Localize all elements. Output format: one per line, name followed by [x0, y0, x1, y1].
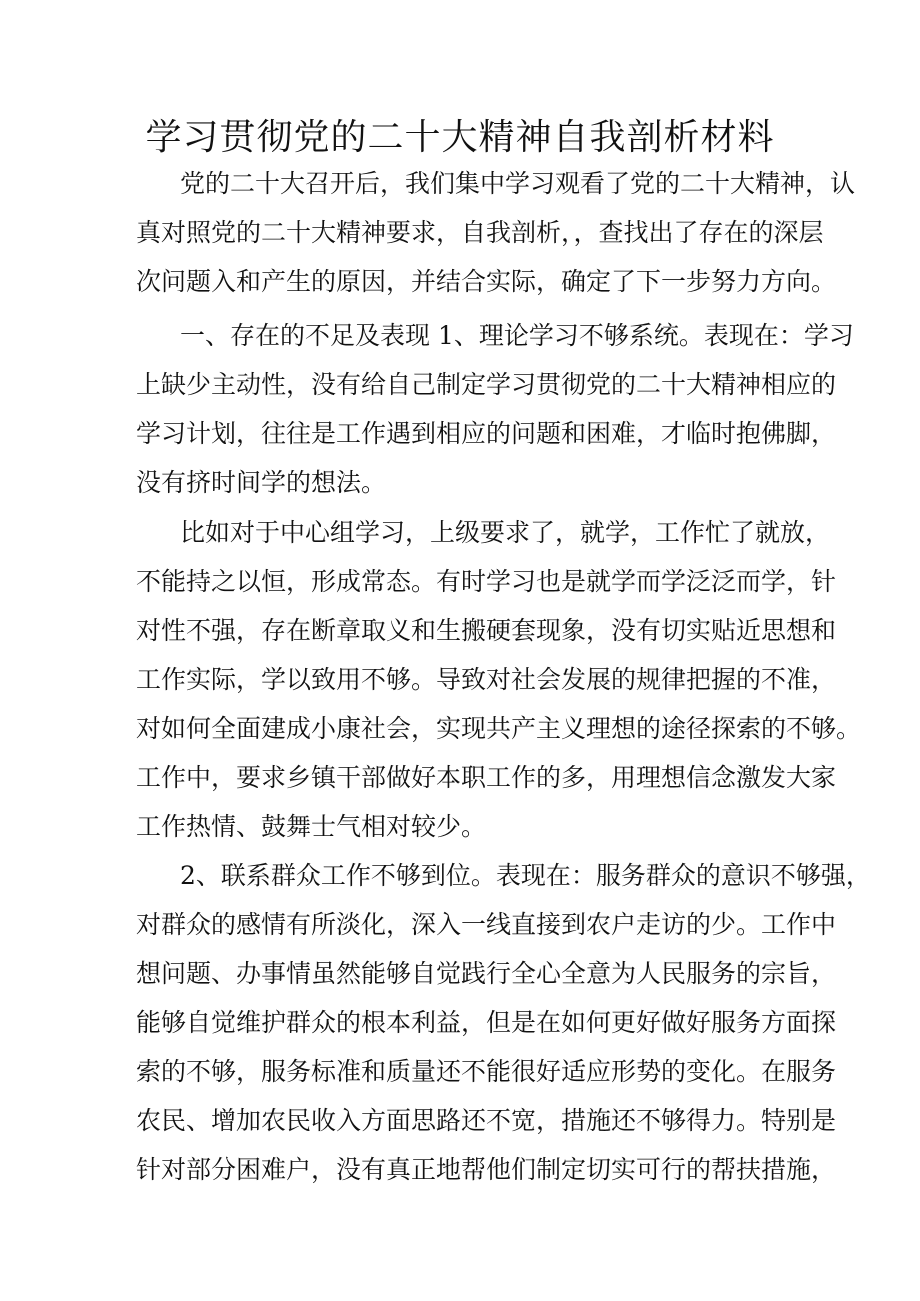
paragraph-line: 没有挤时间学的想法。 [136, 468, 387, 497]
paragraph-line: 对性不强，存在断章取义和生搬硬套现象，没有切实贴近思想和 [136, 616, 837, 645]
paragraph-line: 农民、增加农民收入方面思路还不宽，措施还不够得力。特别是 [136, 1106, 837, 1135]
document-title: 学习贯彻党的二十大精神自我剖析材料 [145, 117, 775, 158]
paragraph-line: 党的二十大召开后，我们集中学习观看了党的二十大精神，认 [180, 169, 856, 198]
paragraph-line: 索的不够，服务标准和质量还不能很好适应形势的变化。在服务 [136, 1057, 837, 1086]
paragraph-line: 比如对于中心组学习，上级要求了，就学，工作忙了就放， [180, 518, 831, 547]
paragraph-line: 工作实际，学以致用不够。导致对社会发展的规律把握的不准， [136, 665, 837, 694]
paragraph-line: 工作中，要求乡镇干部做好本职工作的多，用理想信念激发大家 [136, 763, 837, 792]
paragraph-line: 学习计划，往往是工作遇到相应的问题和困难，才临时抱佛脚， [136, 419, 837, 448]
paragraph-line: 对群众的感情有所淡化，深入一线直接到农户走访的少。工作中 [136, 910, 837, 939]
paragraph-line: 对如何全面建成小康社会，实现共产主义理想的途径探索的不够。 [136, 714, 862, 743]
paragraph-line: 能够自觉维护群众的根本利益，但是在如何更好做好服务方面探 [136, 1008, 837, 1037]
paragraph-line: 一、存在的不足及表现 1、理论学习不够系统。表现在：学习 [180, 321, 854, 350]
paragraph-line: 次问题入和产生的原因，并结合实际，确定了下一步努力方向。 [136, 267, 837, 296]
paragraph-line: 不能持之以恒，形成常态。有时学习也是就学而学泛泛而学，针 [136, 567, 837, 596]
paragraph-line: 想问题、办事情虽然能够自觉践行全心全意为人民服务的宗旨， [136, 959, 837, 988]
paragraph-line: 上缺少主动性，没有给自己制定学习贯彻党的二十大精神相应的 [136, 370, 837, 399]
paragraph-line: 工作热情、鼓舞士气相对较少。 [136, 812, 487, 841]
paragraph-line: 针对部分困难户，没有真正地帮他们制定切实可行的帮扶措施， [136, 1155, 837, 1184]
paragraph-line: 2、联系群众工作不够到位。表现在：服务群众的意识不够强， [180, 861, 871, 890]
paragraph-line: 真对照党的二十大精神要求，自我剖析，，查找出了存在的深层 [136, 218, 824, 247]
